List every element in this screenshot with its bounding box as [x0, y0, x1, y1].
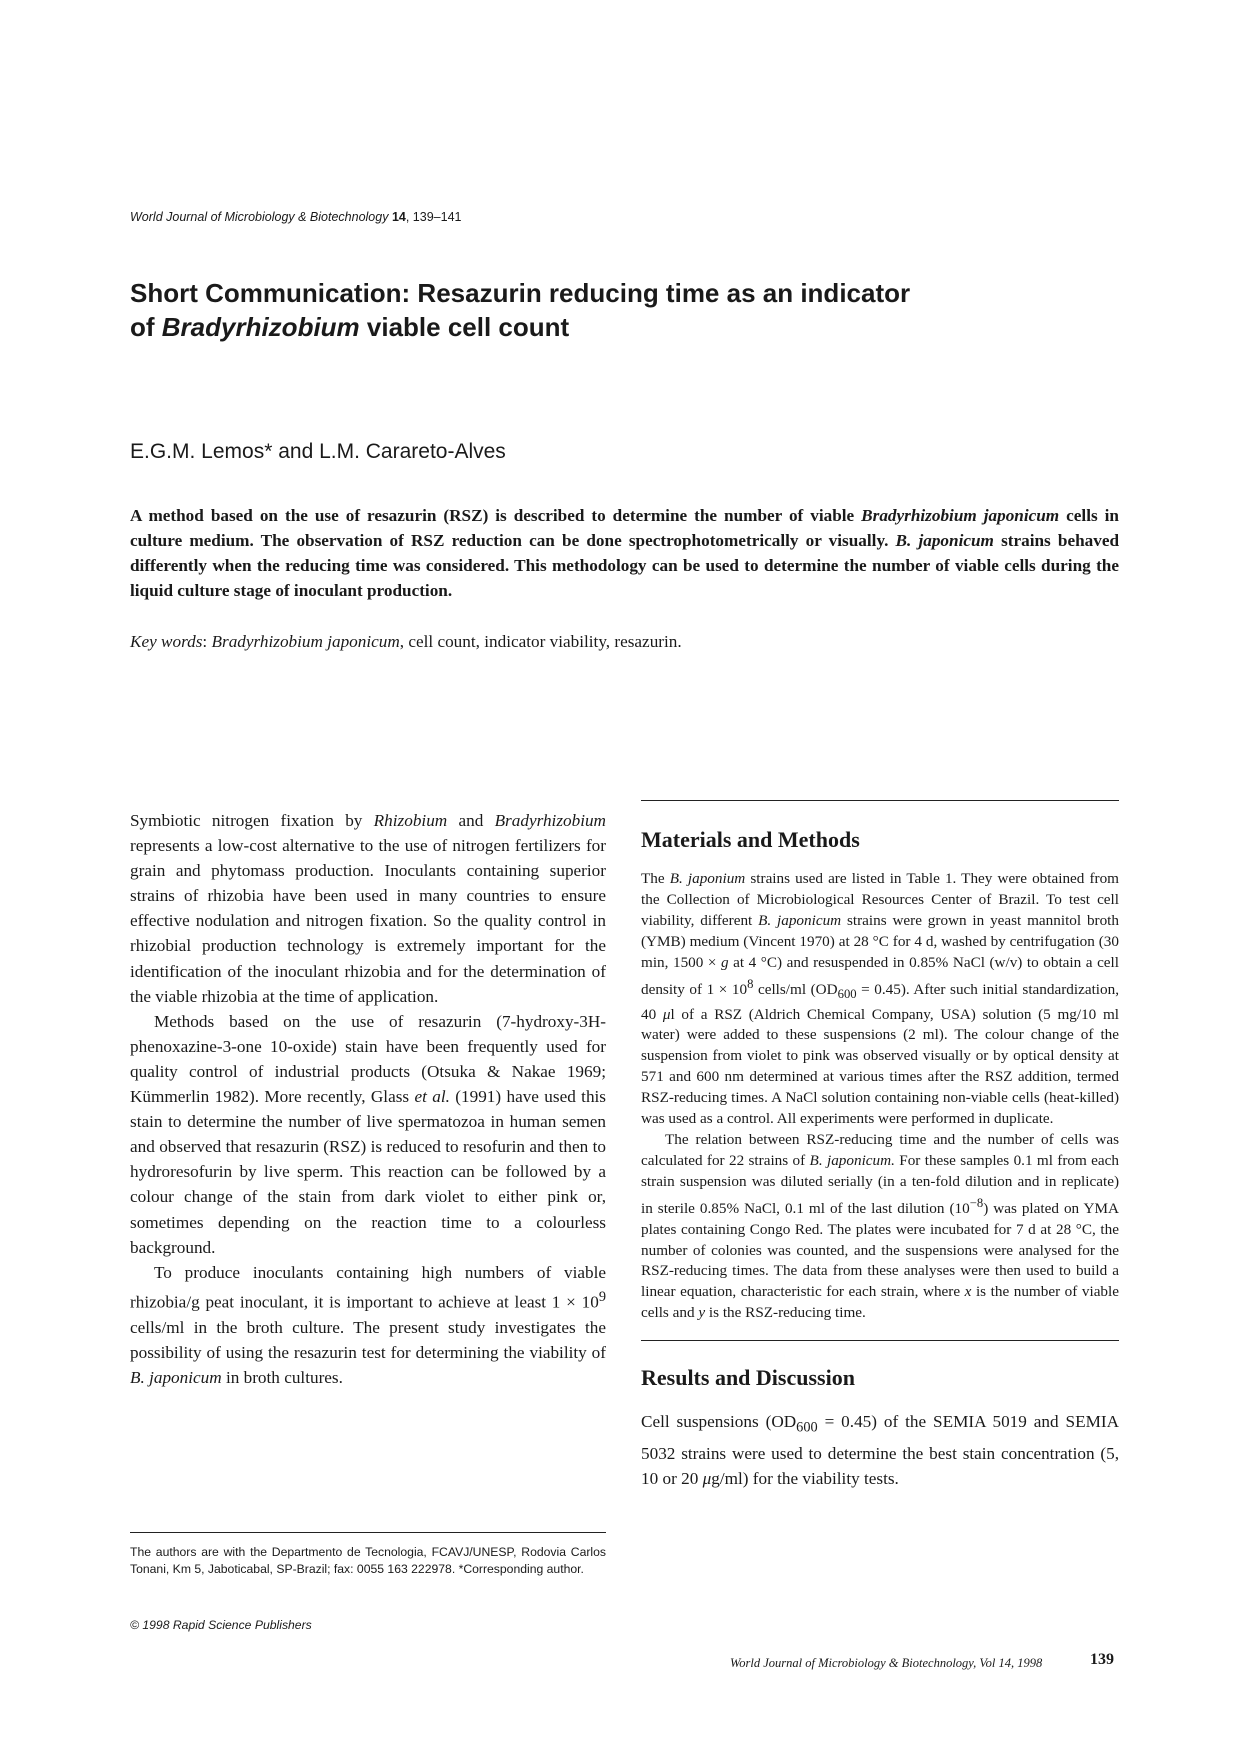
abstract-text: cells in culture medium. The observation of RSZ reduction can be done spectrophotometrically or visually. [130, 506, 1119, 550]
italic-run: Bradyrhizobium [494, 811, 606, 830]
italic-run: Rhizobium [373, 811, 448, 830]
journal-pages: , 139–141 [405, 210, 462, 224]
italic-run: μ [702, 1468, 712, 1488]
section-rule [641, 800, 1119, 801]
text-run: l of a RSZ (Aldrich Chemical Company, USA) solution (5 mg/10 ml water) were added to these suspensions (2 ml). The colour change of the suspension from violet to pink was observed visually or by optical density at 571 and 600 nm determined at various times after the RSZ addition, termed RSZ-reducing times. A NaCl solution containing non-viable cells (heat-killed) was used as a control. All experiments were performed in duplicate. [641, 1005, 1120, 1128]
right-column [641, 800, 1119, 1491]
journal-name: World Journal of Microbiology & Biotechnology [130, 210, 389, 224]
authors: E.G.M. Lemos* and L.M. Carareto-Alves [130, 440, 506, 463]
text-run: Cell suspensions (OD [641, 1412, 797, 1432]
superscript: −8 [969, 1195, 984, 1210]
text-run: Symbiotic nitrogen fixation by [130, 811, 374, 830]
page-number: 139 [1090, 1651, 1114, 1668]
copyright: © 1998 Rapid Science Publishers [130, 1618, 312, 1632]
text-run: (1991) have used this stain to determine the number of live spermatozoa in human semen and observed that resazurin (RSZ) is reduced to resofurin and then to hydroresofurin by live sperm. This reaction can be followed by a colour change of the stain from dark violet to either pink or, sometimes depending on the reaction time to a colourless background. [130, 1087, 606, 1257]
superscript: 8 [747, 976, 754, 991]
section-rule [641, 1340, 1119, 1341]
subscript: 600 [837, 986, 857, 1001]
text-run: g/ml) for the viability tests. [711, 1468, 899, 1488]
keyword-italic: Bradyrhizobium japonicum [211, 632, 400, 651]
intro-paragraph-3 [130, 1260, 606, 1390]
title-line-2-pre: of [130, 312, 162, 342]
journal-footer: World Journal of Microbiology & Biotechnology, Vol 14, 1998 [730, 1656, 1043, 1670]
italic-run: y [698, 1304, 706, 1322]
italic-run: g [721, 953, 729, 971]
text-run: is the number of viable cells and [641, 1283, 1119, 1322]
keywords [130, 632, 1119, 652]
title-line-1: Short Communication: Resazurin reducing time as an indicator [130, 278, 911, 308]
abstract-text: strains behaved differently when the reducing time was considered. This methodology can be used to determine the number of viable cells during the liquid culture stage of inoculant production. [130, 531, 1120, 600]
italic-run: B. japonium [669, 870, 746, 887]
text-run: strains used are listed in Table 1. They were obtained from the Collection of Microbiological Resources Center of Brazil. To test cell viability, different [641, 870, 1119, 929]
title-italic: Bradyrhizobium [161, 312, 360, 342]
running-head [130, 210, 461, 224]
text-run: To produce inoculants containing high numbers of viable rhizobia/g peat inoculant, it is important to achieve at least 1 × 10 [130, 1262, 606, 1312]
text-run: cells/ml in the broth culture. The present study investigates the possibility of using the resazurin test for determining the viability of [130, 1317, 606, 1362]
footnote-rule [130, 1532, 606, 1533]
materials-heading: Materials and Methods [641, 827, 860, 852]
italic-run: μ [662, 1005, 671, 1023]
results-paragraph-1 [641, 1409, 1119, 1491]
text-run: cells/ml (OD [753, 980, 838, 998]
abstract-italic: Bradyrhizobium japonicum [861, 506, 1060, 525]
text-run: represents a low-cost alternative to the use of nitrogen fertilizers for grain and phytomass production. Inoculants containing superior strains of rhizobia have been used in many countries to ensure effective nodulation and nitrogen fixation. So the quality control in rhizobial production technology is extremely important for the identification of the inoculant rhizobia and for the determination of the viable rhizobia at the time of application. [130, 836, 606, 1006]
italic-run: x [964, 1283, 972, 1301]
subscript: 600 [796, 1419, 818, 1436]
italic-run: B. japonicum [130, 1367, 222, 1387]
intro-paragraph-1 [130, 808, 606, 1009]
keywords-colon: : [202, 632, 212, 651]
left-column [130, 808, 606, 1390]
italic-run: et al. [414, 1087, 450, 1107]
abstract-text: A method based on the use of resazurin (RSZ) is described to determine the number of viable [130, 506, 862, 525]
results-heading: Results and Discussion [641, 1365, 855, 1391]
author-footnote: The authors are with the Departmento de Tecnologia, FCAVJ/UNESP, Rodovia Carlos Tonani, Km 5, Jaboticabal, SP-Brazil; fax: 0055 163 222978. *Corresponding author. [130, 1545, 606, 1577]
text-run: Methods based on the use of resazurin (7-hydroxy-3H-phenoxazine-3-one 10-oxide) stain have been frequently used for quality control of industrial products (Otsuka & Nakae 1969; Kümmerlin 1982). More recently, Glass [130, 1011, 606, 1107]
abstract-italic: B. japonicum [895, 531, 994, 550]
materials-paragraph-2 [641, 1130, 1119, 1324]
italic-run: B. japonicum [758, 911, 842, 929]
intro-paragraph-2 [130, 1009, 606, 1260]
text-run: in broth cultures. [221, 1367, 343, 1387]
keywords-label: Key words [130, 632, 203, 651]
text-run: The relation between RSZ-reducing time and the number of cells was calculated for 22 strains of [641, 1130, 1119, 1169]
keywords-text: , cell count, indicator viability, resazurin. [399, 632, 682, 651]
text-run: ) was plated on YMA plates containing Congo Red. The plates were incubated for 7 d at 28 °C, the number of colonies was counted, and the suspensions were analysed for the RSZ-reducing times. The data from these analyses were then used to build a linear equation, characteristic for each strain, where [641, 1199, 1119, 1301]
text-run: strains were grown in yeast mannitol broth (YMB) medium (Vincent 1970) at 28 °C for 4 d, washed by centrifugation (30 min, 1500 × [641, 911, 1119, 971]
title-line-2-post: viable cell count [359, 312, 570, 342]
text-run: The [641, 870, 670, 887]
materials-paragraph-1 [641, 869, 1119, 1130]
text-run: = 0.45) of the SEMIA 5019 and SEMIA 5032 strains were used to determine the best stain concentration (5, 10 or 20 [641, 1412, 1119, 1488]
text-run: and [447, 811, 495, 830]
journal-volume: 14 [391, 210, 406, 224]
text-run: = 0.45). After such initial standardization, 40 [641, 980, 1119, 1023]
materials-body [641, 869, 1119, 1324]
italic-run: B. japonicum. [809, 1151, 895, 1169]
article-title [130, 276, 1110, 344]
text-run: For these samples 0.1 ml from each strain suspension was diluted serially (in a ten-fold dilution and in replicate) in sterile 0.85% NaCl, 0.1 ml of the last dilution (10 [641, 1151, 1119, 1217]
abstract [130, 503, 1119, 603]
text-run: is the RSZ-reducing time. [705, 1304, 866, 1322]
text-run: at 4 °C) and resuspended in 0.85% NaCl (w/v) to obtain a cell density of 1 × 10 [641, 953, 1119, 998]
superscript: 9 [598, 1288, 606, 1305]
